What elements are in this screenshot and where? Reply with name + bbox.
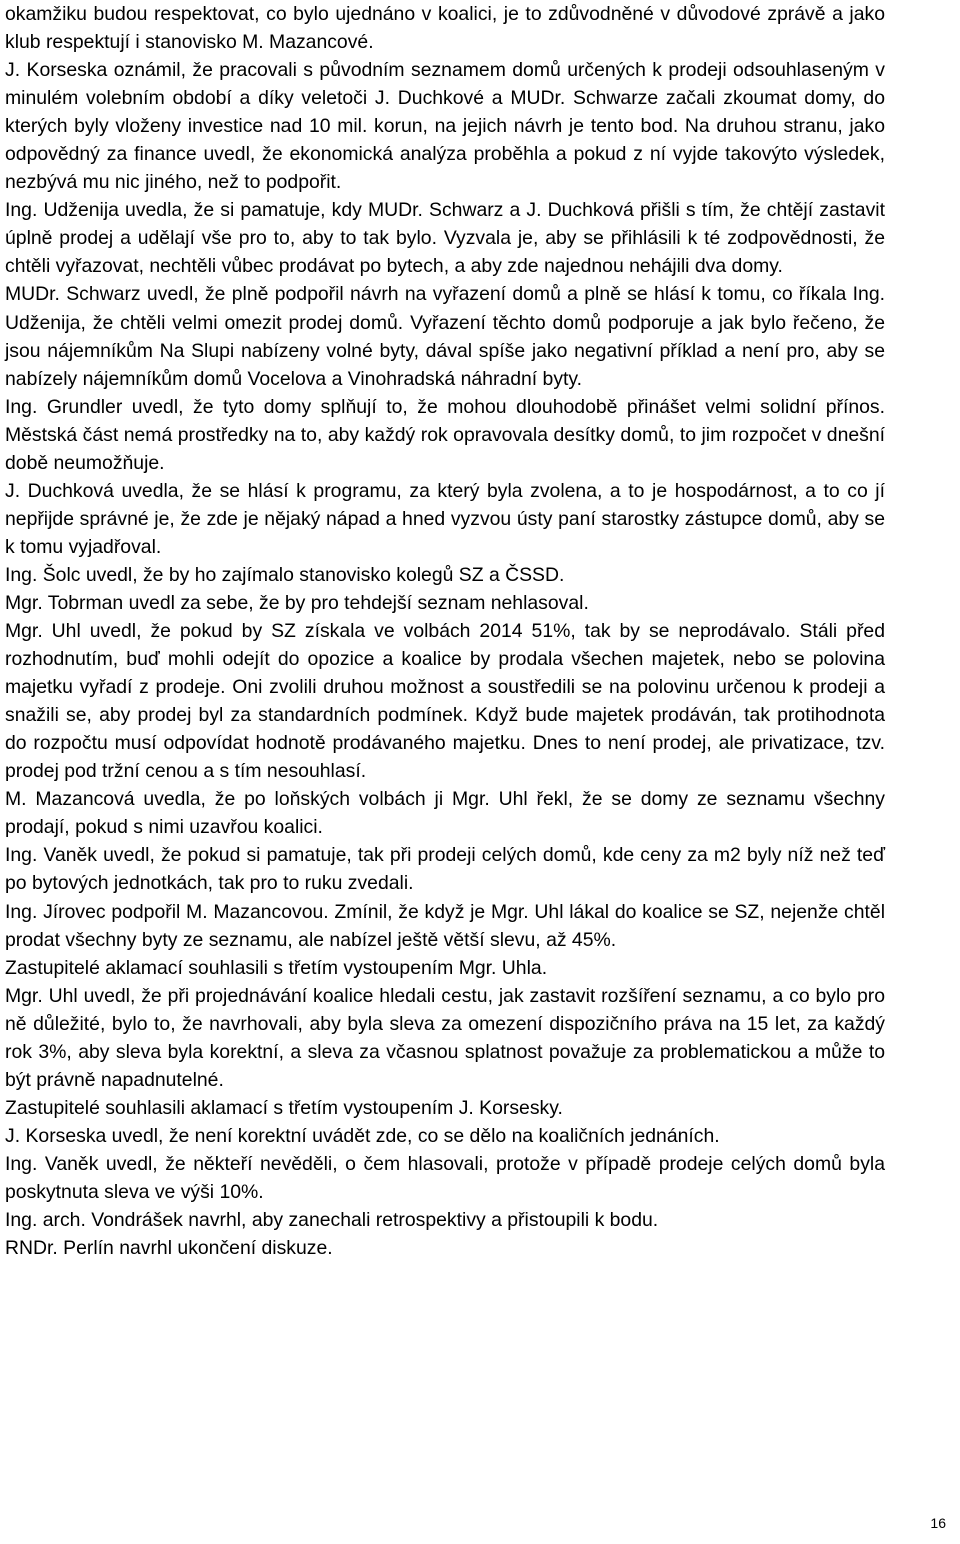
paragraph: M. Mazancová uvedla, že po loňských volbách ji Mgr. Uhl řekl, že se domy ze seznamu všechny prodají, pokud s nimi uzavřou koalici. bbox=[5, 788, 885, 839]
page-number: 16 bbox=[930, 1515, 946, 1531]
paragraph: Ing. Vaněk uvedl, že někteří nevěděli, o čem hlasovali, protože v případě prodeje celých domů byla poskytnuta sleva ve výši 10%. bbox=[5, 1152, 885, 1203]
paragraph: Ing. Jírovec podpořil M. Mazancovou. Zmínil, že když je Mgr. Uhl lákal do koalice se SZ, nejenže chtěl prodat všechny byty ze seznamu, ale nabízel ještě větší slevu, až 45%. bbox=[5, 900, 885, 951]
paragraph: Ing. Grundler uvedl, že tyto domy splňují to, že mohou dlouhodobě přinášet velmi solidní přínos. Městská část nemá prostředky na to, aby každý rok opravovala desítky domů, to jim rozpočet v dnešní době neumožňuje. bbox=[5, 395, 885, 474]
paragraph: Mgr. Uhl uvedl, že při projednávání koalice hledali cestu, jak zastavit rozšíření seznamu, a co bylo pro ně důležité, bylo to, že navrhovali, aby byla sleva za omezení dispozičního práva na 15 let, za každý rok 3%, aby sleva byla korektní, a sleva za včasnou splatnost považuje za problematickou a může to být právně napadnutelné. bbox=[5, 984, 885, 1091]
paragraph: Zastupitelé aklamací souhlasili s třetím vystoupením Mgr. Uhla. bbox=[5, 956, 548, 979]
paragraph: Zastupitelé souhlasili aklamací s třetím vystoupením J. Korsesky. bbox=[5, 1096, 563, 1119]
paragraph: Ing. Udženija uvedla, že si pamatuje, kdy MUDr. Schwarz a J. Duchková přišli s tím, že chtějí zastavit úplně prodej a udělají vše pro to, aby to tak bylo. Vyzvala je, aby se přihlásili k té zodpovědnosti, že chtěli vyřazovat, nechtěli vůbec prodávat po bytech, a aby zde najednou nehájili dva domy. bbox=[5, 199, 885, 278]
paragraph: MUDr. Schwarz uvedl, že plně podpořil návrh na vyřazení domů a plně se hlásí k tomu, co říkala Ing. Udženija, že chtěli velmi omezit prodej domů. Vyřazení těchto domů podporuje a jak bylo řečeno, že jsou nájemníkům Na Slupi nabízeny volné byty, dával spíše jako negativní příklad a není pro, aby se nabízely nájemníkům domů Vocelova a Vinohradská náhradní byty. bbox=[5, 283, 885, 390]
paragraph: okamžiku budou respektovat, co bylo ujednáno v koalici, je to zdůvodněné v důvodové zprávě a jako klub respektují i stanovisko M. Mazancové. bbox=[5, 3, 885, 54]
minutes-text bbox=[5, 0, 885, 1262]
document-page bbox=[5, 0, 885, 1262]
paragraph: RNDr. Perlín navrhl ukončení diskuze. bbox=[5, 1237, 333, 1260]
paragraph: Ing. Šolc uvedl, že by ho zajímalo stanovisko kolegů SZ a ČSSD. bbox=[5, 563, 565, 586]
paragraph: J. Korseska oznámil, že pracovali s původním seznamem domů určených k prodeji odsouhlaseným v minulém volebním období a díky veletoči J. Duchkové a MUDr. Schwarze začali zkoumat domy, do kterých byly vloženy investice nad 10 mil. korun, na jejich návrh je tento bod. Na druhou stranu, jako odpovědný za finance uvedl, že ekonomická analýza proběhla a pokud z ní vyjde takovýto výsledek, nezbývá mu nic jiného, než to podpořit. bbox=[5, 59, 885, 194]
paragraph: Mgr. Tobrman uvedl za sebe, že by pro tehdejší seznam nehlasoval. bbox=[5, 591, 589, 614]
paragraph: Ing. arch. Vondrášek navrhl, aby zanechali retrospektivy a přistoupili k bodu. bbox=[5, 1209, 659, 1232]
paragraph: J. Korseska uvedl, že není korektní uvádět zde, co se dělo na koaličních jednáních. bbox=[5, 1124, 720, 1147]
paragraph: Ing. Vaněk uvedl, že pokud si pamatuje, tak při prodeji celých domů, kde ceny za m2 byly níž než teď po bytových jednotkách, tak pro to ruku zvedali. bbox=[5, 844, 885, 895]
paragraph: J. Duchková uvedla, že se hlásí k programu, za který byla zvolena, a to je hospodárnost, a to co jí nepřijde správné je, že zde je nějaký nápad a hned vyzvou ústy paní starostky zástupce domů, aby se k tomu vyjadřoval. bbox=[5, 479, 885, 558]
paragraph: Mgr. Uhl uvedl, že pokud by SZ získala ve volbách 2014 51%, tak by se neprodávalo. Stáli před rozhodnutím, buď mohli odejít do opozice a koalice by prodala všechen majetek, nebo se polovina majetku vyřadí z prodeje. Oni zvolili druhou možnost a soustředili se na polovinu určenou k prodeji a snažili se, aby prodej byl za standardních podmínek. Když bude majetek prodáván, tak protihodnota do rozpočtu musí odpovídat hodnotě prodávaného majetku. Dnes to není prodej, ale privatizace, tzv. prodej pod tržní cenou a s tím nesouhlasí. bbox=[5, 620, 885, 783]
